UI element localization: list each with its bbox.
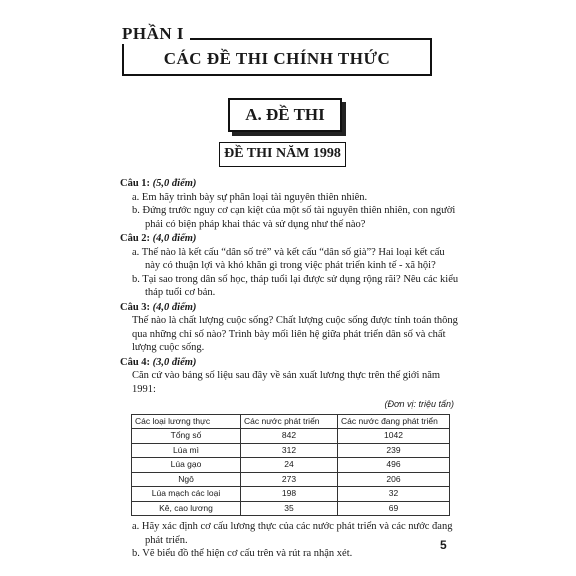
table-cell: 842 (241, 429, 338, 444)
table-header-row (132, 414, 450, 429)
question-3-heading (120, 301, 460, 315)
table-cell: Tổng số (132, 429, 241, 444)
section-title: A. ĐỀ THI (228, 98, 342, 132)
question-4-label: Câu 4: (120, 356, 151, 368)
question-1-label: Câu 1: (120, 178, 151, 189)
question-4-heading (120, 356, 460, 370)
question-2-part-a: a. Thế nào là kết cấu “dân số trẻ” và kết cấu “dân số già”? Hai loại kết cấu này có thuận lợi và khó khăn gì trong việc phát triển kinh tế - xã hội? (132, 246, 445, 271)
table-cell: 206 (338, 472, 450, 487)
question-2-heading (120, 232, 460, 246)
part-label: PHẦN I (118, 24, 190, 44)
question-1-part-b: b. Đứng trước nguy cơ cạn kiệt của một số tài nguyên thiên nhiên, con người phải có biện pháp khai thác và sử dụng như thế nào? (132, 205, 456, 230)
table-cell: 198 (241, 487, 338, 502)
page-number: 5 (440, 538, 447, 552)
question-3-label: Câu 3: (120, 301, 151, 313)
question-2-points: (4,0 điểm) (152, 233, 197, 244)
question-4-part-a: a. Hãy xác định cơ cấu lương thực của các nước phát triển và các nước đang phát triển. (132, 521, 453, 546)
table-row (132, 429, 450, 444)
question-4-intro: Căn cứ vào bảng số liệu sau đây về sản xuất lương thực trên thế giới năm 1991: (132, 370, 441, 395)
table-cell: 273 (241, 472, 338, 487)
table-header-cell: Các loại lương thực (132, 414, 241, 429)
table-cell: 1042 (338, 429, 450, 444)
question-1-heading (120, 177, 460, 191)
question-3-points: (4,0 điểm) (152, 301, 197, 313)
part-title: CÁC ĐỀ THI CHÍNH THỨC (163, 49, 391, 68)
question-4-part-b: b. Vẽ biểu đồ thể hiện cơ cấu trên và rút ra nhận xét. (132, 548, 353, 559)
table-unit-note: (Đơn vị: triệu tấn) (384, 399, 454, 409)
table-cell: Kê, cao lương (132, 501, 241, 516)
table-cell: 69 (338, 501, 450, 516)
table-header-cell: Các nước đang phát triển (338, 414, 450, 429)
question-3-text: Thế nào là chất lượng cuộc sống? Chất lượng cuộc sống được tính toán thông qua những chỉ số nào? Trình bày mối liên hệ giữa phát triển dân số và chất lượng cuộc sống. (132, 315, 458, 353)
table-cell: 496 (338, 458, 450, 473)
table-cell: 32 (338, 487, 450, 502)
table-cell: 312 (241, 443, 338, 458)
question-2-label: Câu 2: (120, 233, 151, 244)
question-1-points: (5,0 điểm) (152, 178, 197, 189)
table-cell: 24 (241, 458, 338, 473)
exam-content (120, 176, 460, 561)
table-row (132, 443, 450, 458)
question-2-part-b: b. Tại sao trong dân số học, tháp tuổi lại được sử dụng rộng rãi? Nêu các kiểu tháp tuổi cơ bản. (132, 273, 459, 298)
table-cell: Lúa mì (132, 443, 241, 458)
question-1-part-a: a. Em hãy trình bày sự phân loại tài nguyên thiên nhiên. (132, 191, 368, 203)
table-cell: Lúa gạo (132, 458, 241, 473)
table-row (132, 472, 450, 487)
table-row (132, 501, 450, 516)
table-cell: 35 (241, 501, 338, 516)
question-4-points: (3,0 điểm) (152, 356, 197, 368)
exam-year-title: ĐỀ THI NĂM 1998 (219, 142, 346, 167)
table-row (132, 458, 450, 473)
table-cell: Lúa mạch các loại (132, 487, 241, 502)
table-row (132, 487, 450, 502)
table-cell: 239 (338, 443, 450, 458)
table-header-cell: Các nước phát triển (241, 414, 338, 429)
table-cell: Ngô (132, 472, 241, 487)
grain-production-table (131, 414, 450, 517)
